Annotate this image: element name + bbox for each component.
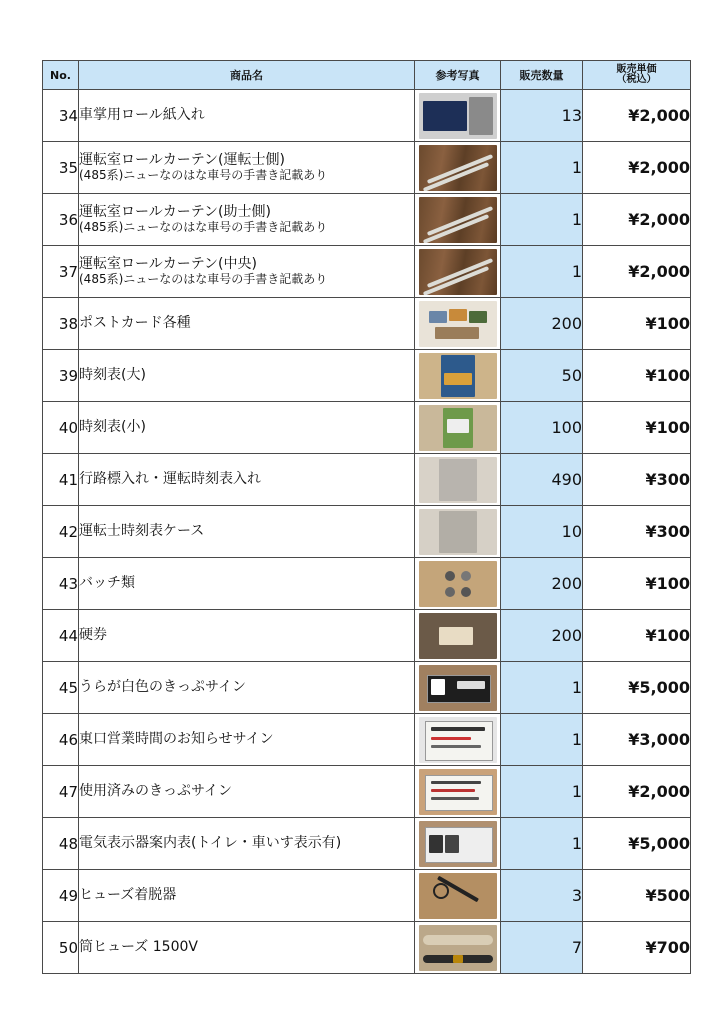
item-price: ¥2,000 — [583, 194, 691, 246]
item-quantity: 13 — [501, 90, 583, 142]
item-name-cell — [79, 246, 415, 298]
item-name-cell — [79, 142, 415, 194]
table-row — [43, 350, 691, 402]
item-quantity: 3 — [501, 870, 583, 922]
item-number: 38 — [43, 298, 79, 350]
item-quantity: 1 — [501, 246, 583, 298]
item-name: 使用済みのきっぷサイン — [79, 783, 233, 799]
item-name: 時刻表(小) — [79, 419, 146, 435]
item-quantity: 1 — [501, 662, 583, 714]
item-name-cell — [79, 870, 415, 922]
item-name: 車掌用ロール紙入れ — [79, 107, 205, 123]
item-name-cell — [79, 194, 415, 246]
ticket-sign-photo — [415, 662, 501, 714]
table-row — [43, 662, 691, 714]
item-number: 40 — [43, 402, 79, 454]
item-number: 43 — [43, 558, 79, 610]
item-number: 48 — [43, 818, 79, 870]
item-number: 41 — [43, 454, 79, 506]
roll-paper-holder-photo — [415, 90, 501, 142]
item-price: ¥300 — [583, 506, 691, 558]
item-name-cell — [79, 298, 415, 350]
table-row — [43, 194, 691, 246]
business-hours-sign-photo — [415, 714, 501, 766]
item-price: ¥2,000 — [583, 142, 691, 194]
timetable-small-photo — [415, 402, 501, 454]
route-card-holder-photo — [415, 454, 501, 506]
hard-ticket-photo — [415, 610, 501, 662]
header-photo: 参考写真 — [415, 61, 501, 90]
item-name-cell — [79, 454, 415, 506]
table-row — [43, 714, 691, 766]
item-name: バッチ類 — [79, 575, 135, 591]
timetable-case-photo — [415, 506, 501, 558]
item-name: 運転室ロールカーテン(助士側) — [79, 203, 271, 220]
item-quantity: 10 — [501, 506, 583, 558]
header-price — [583, 61, 691, 90]
badges-photo — [415, 558, 501, 610]
item-name: 運転室ロールカーテン(運転士側) — [79, 151, 285, 168]
table-row — [43, 90, 691, 142]
item-name-cell — [79, 714, 415, 766]
item-number: 34 — [43, 90, 79, 142]
table-row — [43, 870, 691, 922]
item-name-cell — [79, 818, 415, 870]
fuse-puller-photo — [415, 870, 501, 922]
item-name: 電気表示器案内表(トイレ・車いす表示有) — [79, 835, 342, 851]
item-name-cell — [79, 558, 415, 610]
item-price: ¥3,000 — [583, 714, 691, 766]
item-price: ¥700 — [583, 922, 691, 974]
table-row — [43, 558, 691, 610]
header-price-line1: 販売単価 — [616, 64, 657, 75]
table-row — [43, 766, 691, 818]
roll-curtain-photo — [415, 194, 501, 246]
table-row — [43, 506, 691, 558]
item-name: 行路標入れ・運転時刻表入れ — [79, 471, 261, 487]
item-name-cell — [79, 922, 415, 974]
used-ticket-sign-photo — [415, 766, 501, 818]
item-price: ¥5,000 — [583, 818, 691, 870]
item-number: 49 — [43, 870, 79, 922]
header-name: 商品名 — [79, 61, 415, 90]
item-number: 44 — [43, 610, 79, 662]
item-price: ¥100 — [583, 610, 691, 662]
item-name: 筒ヒューズ 1500V — [79, 939, 198, 955]
table-row — [43, 402, 691, 454]
item-price: ¥500 — [583, 870, 691, 922]
item-note: (485系)ニューなのはな車号の手書き記載あり — [79, 167, 328, 182]
table-row — [43, 454, 691, 506]
item-price: ¥300 — [583, 454, 691, 506]
table-row — [43, 142, 691, 194]
item-name-cell — [79, 402, 415, 454]
item-price: ¥2,000 — [583, 766, 691, 818]
item-number: 42 — [43, 506, 79, 558]
timetable-large-photo — [415, 350, 501, 402]
item-price: ¥100 — [583, 558, 691, 610]
item-number: 50 — [43, 922, 79, 974]
item-quantity: 1 — [501, 194, 583, 246]
item-quantity: 200 — [501, 610, 583, 662]
item-note: (485系)ニューなのはな車号の手書き記載あり — [79, 271, 328, 286]
item-price: ¥100 — [583, 350, 691, 402]
sales-table — [42, 60, 691, 974]
item-price: ¥5,000 — [583, 662, 691, 714]
item-price: ¥2,000 — [583, 246, 691, 298]
item-name-cell — [79, 766, 415, 818]
header-row — [43, 61, 691, 90]
item-number: 36 — [43, 194, 79, 246]
item-price: ¥2,000 — [583, 90, 691, 142]
table-row — [43, 298, 691, 350]
tube-fuse-photo — [415, 922, 501, 974]
table-row — [43, 246, 691, 298]
table-row — [43, 610, 691, 662]
item-number: 46 — [43, 714, 79, 766]
item-quantity: 490 — [501, 454, 583, 506]
item-name: 時刻表(大) — [79, 367, 146, 383]
item-number: 47 — [43, 766, 79, 818]
item-name-cell — [79, 350, 415, 402]
table-row — [43, 818, 691, 870]
item-quantity: 200 — [501, 298, 583, 350]
item-quantity: 7 — [501, 922, 583, 974]
item-note: (485系)ニューなのはな車号の手書き記載あり — [79, 219, 328, 234]
item-number: 37 — [43, 246, 79, 298]
header-price-line2: （税込） — [616, 74, 657, 85]
item-name: うらが白色のきっぷサイン — [79, 679, 247, 695]
roll-curtain-photo — [415, 142, 501, 194]
item-number: 35 — [43, 142, 79, 194]
postcards-photo — [415, 298, 501, 350]
item-name: 運転室ロールカーテン(中央) — [79, 255, 257, 272]
item-quantity: 1 — [501, 766, 583, 818]
item-name: ヒューズ着脱器 — [79, 887, 177, 903]
table-row — [43, 922, 691, 974]
item-quantity: 200 — [501, 558, 583, 610]
header-no: No. — [43, 61, 79, 90]
item-quantity: 1 — [501, 818, 583, 870]
item-quantity: 50 — [501, 350, 583, 402]
roll-curtain-photo — [415, 246, 501, 298]
item-quantity: 1 — [501, 142, 583, 194]
item-quantity: 1 — [501, 714, 583, 766]
item-number: 45 — [43, 662, 79, 714]
item-number: 39 — [43, 350, 79, 402]
item-name-cell — [79, 610, 415, 662]
item-price: ¥100 — [583, 402, 691, 454]
item-name-cell — [79, 506, 415, 558]
item-name: 東口営業時間のお知らせサイン — [79, 731, 274, 747]
item-name: 硬券 — [79, 627, 107, 643]
item-name-cell — [79, 662, 415, 714]
item-name: 運転士時刻表ケース — [79, 523, 205, 539]
electric-guide-sign-photo — [415, 818, 501, 870]
item-name: ポストカード各種 — [79, 315, 191, 331]
item-price: ¥100 — [583, 298, 691, 350]
item-name-cell — [79, 90, 415, 142]
header-qty: 販売数量 — [501, 61, 583, 90]
item-quantity: 100 — [501, 402, 583, 454]
